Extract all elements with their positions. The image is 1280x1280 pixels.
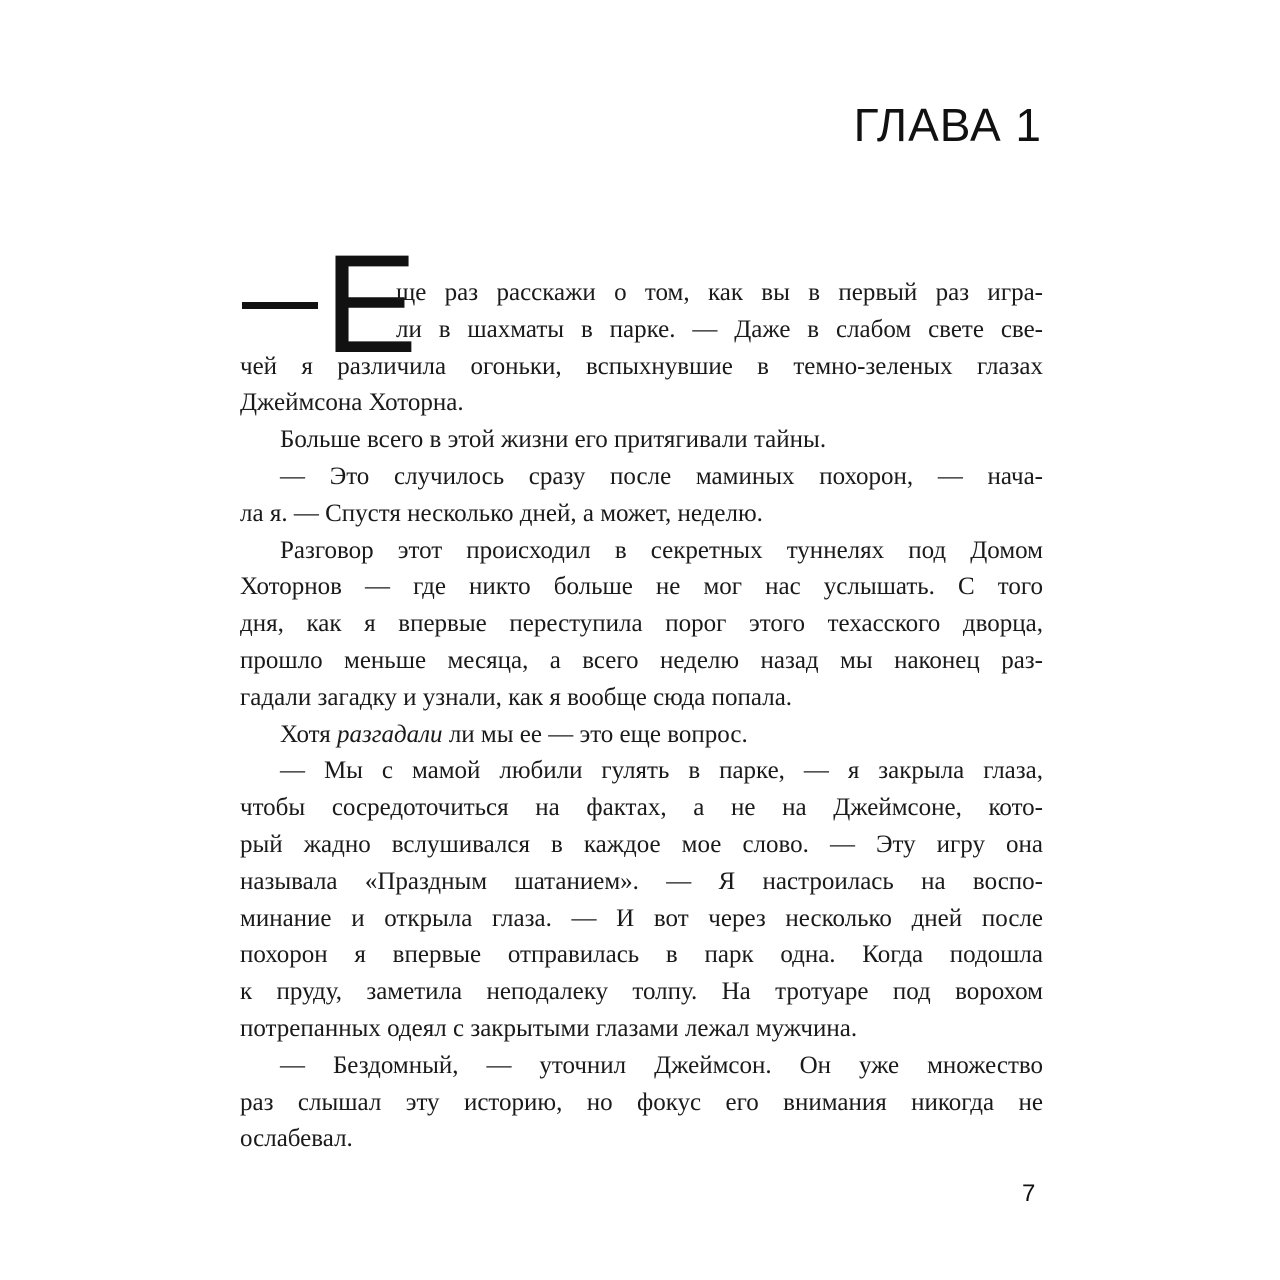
text-line: ла я. — Спустя несколько дней, а может, неделю. bbox=[240, 499, 763, 527]
text-line: — Бездомный, — уточнил Джеймсон. Он уже множество bbox=[280, 1051, 1043, 1079]
text-line: прошло меньше месяца, а всего неделю назад мы наконец раз- bbox=[240, 646, 1043, 674]
text-line: похорон я впервые отправилась в парк одна. Когда подошла bbox=[240, 941, 1043, 969]
text-line: ще раз расскажи о том, как вы в первый раз игра- bbox=[396, 279, 1043, 306]
text-line: чтобы сосредоточиться на фактах, а не на Джеймсоне, кото- bbox=[240, 794, 1043, 822]
text-line: Хоторнов — где никто больше не мог нас услышать. С того bbox=[240, 573, 1043, 601]
text-line: рый жадно вслушивался в каждое мое слово. — Эту игру она bbox=[240, 830, 1043, 858]
text-line: — Мы с мамой любили гулять в парке, — я закрыла глаза, bbox=[280, 757, 1043, 785]
text-segment: ли мы ее — это еще вопрос. bbox=[442, 720, 748, 748]
chapter-title: ГЛАВА 1 bbox=[853, 99, 1042, 151]
chapter-text bbox=[240, 275, 1043, 1158]
text-line: Разговор этот происходил в секретных туннелях под Домом bbox=[280, 536, 1043, 564]
text-line: называла «Праздным шатанием». — Я настроилась на воспо- bbox=[240, 867, 1043, 895]
text-line bbox=[240, 717, 1043, 754]
drop-cap-letter: Е bbox=[324, 225, 418, 382]
text-line: раз слышал эту историю, но фокус его внимания никогда не bbox=[240, 1088, 1043, 1116]
text-line: гадали загадку и узнали, как я вообще сюда попала. bbox=[240, 683, 793, 711]
text-line: минание и открыла глаза. — И вот через несколько дней после bbox=[240, 904, 1043, 932]
text-line: Джеймсона Хоторна. bbox=[240, 389, 464, 417]
italic-word: разгадали bbox=[337, 720, 443, 748]
text-line: Больше всего в этой жизни его притягивали тайны. bbox=[280, 426, 827, 454]
text-line: ослабевал. bbox=[240, 1125, 353, 1153]
text-line: чей я различила огоньки, вспыхнувшие в темно-зеленых глазах bbox=[240, 352, 1043, 380]
text-line: к пруду, заметила неподалеку толпу. На тротуаре под ворохом bbox=[240, 978, 1043, 1006]
text-segment: Хотя bbox=[280, 720, 337, 748]
text-line: потрепанных одеял с закрытыми глазами лежал мужчина. bbox=[240, 1014, 858, 1042]
text-line: — Это случилось сразу после маминых похорон, — нача- bbox=[280, 462, 1043, 490]
text-line: дня, как я впервые переступила порог этого техасского дворца, bbox=[240, 610, 1043, 638]
page-number: 7 bbox=[1022, 1180, 1036, 1207]
text-line: ли в шахматы в парке. — Даже в слабом свете све- bbox=[396, 315, 1043, 343]
